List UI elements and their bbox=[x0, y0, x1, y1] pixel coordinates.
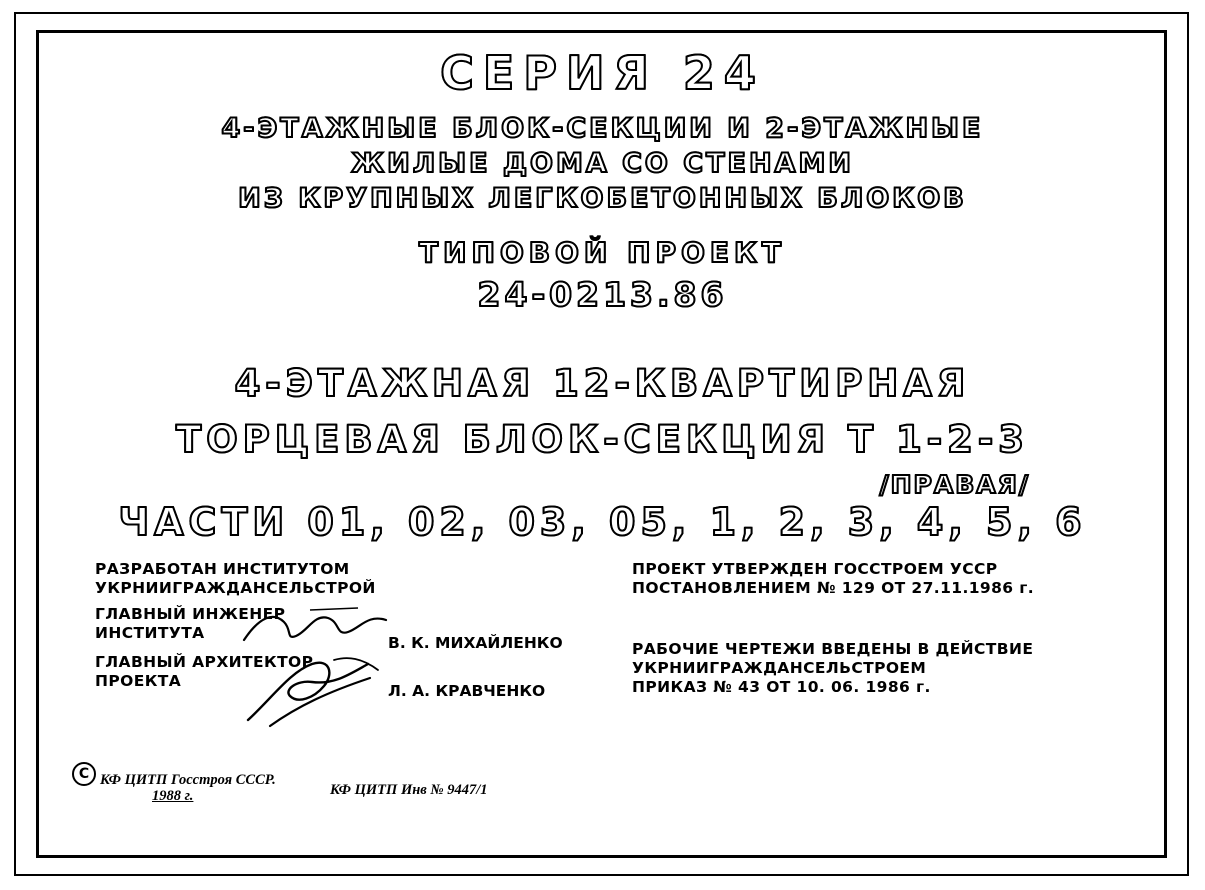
footer-inventory-number: КФ ЦИТП Инв № 9447/1 bbox=[330, 782, 488, 798]
project-type-label: ТИПОВОЙ ПРОЕКТ bbox=[419, 236, 786, 269]
parts-list: ЧАСТИ 01, 02, 03, 05, 1, 2, 3, 4, 5, 6 bbox=[118, 500, 1087, 544]
series-title: СЕРИЯ 24 bbox=[440, 46, 765, 100]
chief-architect-line-1: ГЛАВНЫЙ АРХИТЕКТОР bbox=[95, 653, 314, 671]
chief-architect-line-2: ПРОЕКТА bbox=[95, 672, 182, 690]
chief-engineer-signature-icon bbox=[240, 606, 400, 650]
subtitle-line-1: 4-ЭТАЖНЫЕ БЛОК-СЕКЦИИ И 2-ЭТАЖНЫЕ bbox=[221, 113, 984, 144]
main-title-line-2: ТОРЦЕВАЯ БЛОК-СЕКЦИЯ Т 1-2-3 bbox=[175, 418, 1029, 461]
developed-by-line-1: РАЗРАБОТАН ИНСТИТУТОМ bbox=[95, 560, 350, 578]
subtitle-line-3: ИЗ КРУПНЫХ ЛЕГКОБЕТОННЫХ БЛОКОВ bbox=[238, 183, 967, 214]
subtitle-line-2: ЖИЛЫЕ ДОМА СО СТЕНАМИ bbox=[351, 148, 854, 179]
main-title-line-1: 4-ЭТАЖНАЯ 12-КВАРТИРНАЯ bbox=[234, 362, 971, 405]
in-force-block bbox=[632, 640, 1033, 697]
footer-year: 1988 г. bbox=[152, 788, 194, 804]
developed-by-block bbox=[95, 560, 376, 598]
in-force-line-3: ПРИКАЗ № 43 ОТ 10. 06. 1986 г. bbox=[632, 678, 931, 696]
hand-note-right: /ПРАВАЯ/ bbox=[879, 470, 1030, 499]
chief-architect-name: Л. А. КРАВЧЕНКО bbox=[388, 682, 546, 700]
chief-architect-signature-icon bbox=[238, 652, 408, 732]
project-code: 24-0213.86 bbox=[477, 275, 728, 314]
chief-engineer-name: В. К. МИХАЙЛЕНКО bbox=[388, 634, 563, 652]
developed-by-line-2: УКРНИИГРАЖДАНСЕЛЬСТРОЙ bbox=[95, 579, 376, 597]
chief-engineer-line-2: ИНСТИТУТА bbox=[95, 624, 205, 642]
copyright-icon: C bbox=[72, 762, 96, 786]
approval-block bbox=[632, 560, 1034, 598]
chief-engineer-line-1: ГЛАВНЫЙ ИНЖЕНЕР bbox=[95, 605, 286, 623]
approval-line-1: ПРОЕКТ УТВЕРЖДЕН ГОССТРОЕМ УССР bbox=[632, 560, 998, 578]
in-force-line-1: РАБОЧИЕ ЧЕРТЕЖИ ВВЕДЕНЫ В ДЕЙСТВИЕ bbox=[632, 640, 1034, 658]
in-force-line-2: УКРНИИГРАЖДАНСЕЛЬСТРОЕМ bbox=[632, 659, 927, 677]
approval-line-2: ПОСТАНОВЛЕНИЕМ № 129 ОТ 27.11.1986 г. bbox=[632, 579, 1035, 597]
footer-organization: КФ ЦИТП Госстроя СССР. bbox=[100, 772, 276, 788]
